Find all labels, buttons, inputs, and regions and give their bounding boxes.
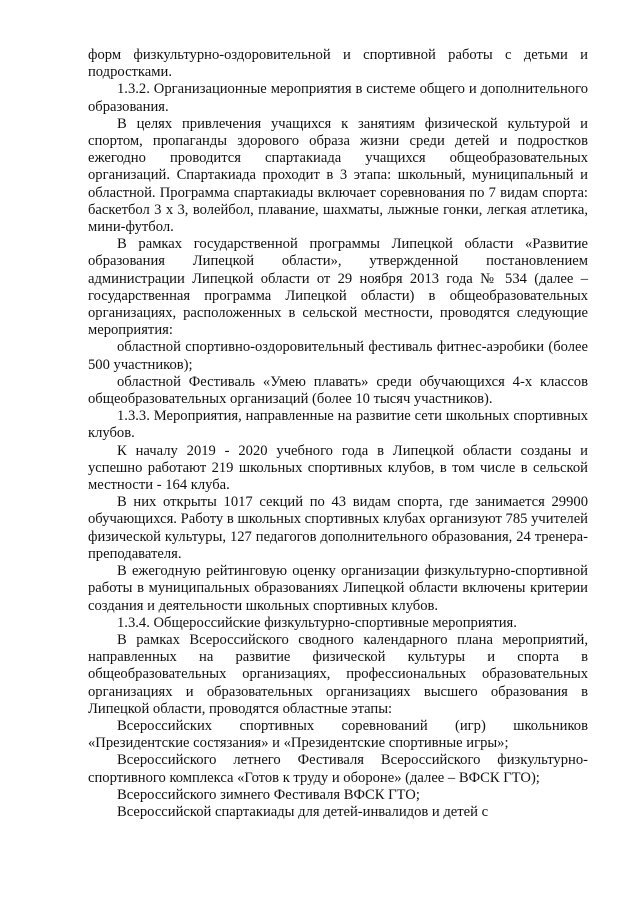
paragraph-school-clubs: К началу 2019 - 2020 учебного года в Липецкой области созданы и успешно работают 219 школьных спортивных клубов, в том числе в сельской местности - 164 клуба. (88, 442, 588, 494)
document-body (88, 47, 588, 821)
paragraph-rating: В ежегодную рейтинговую оценку организации физкультурно-спортивной работы в муниципальных образованиях Липецкой области включены критерии создания и деятельности школьных спортивных клубов. (88, 563, 588, 614)
section-heading-1-3-4: 1.3.4. Общероссийские физкультурно-спортивные мероприятия. (117, 614, 517, 631)
list-item-winter-gto: Всероссийского зимнего Фестиваля ВФСК ГТО; (117, 786, 420, 803)
paragraph-continuation: форм физкультурно-оздоровительной и спортивной работы с детьми и подростками. (88, 47, 588, 81)
list-item-summer-gto: Всероссийского летнего Фестиваля Всероссийского физкультурно-спортивного комплекса «Готов к труду и обороне» (далее – ВФСК ГТО); (88, 752, 588, 786)
section-heading-1-3-2: 1.3.2. Организационные мероприятия в системе общего и дополнительного образования. (88, 81, 588, 115)
paragraph-state-program: В рамках государственной программы Липецкой области «Развитие образования Липецкой области», утвержденной постановлением администрации Липецкой области от 29 ноября 2013 года № 534 (далее – государственная программа Липецкой области) в общеобразовательных организациях, расположенных в сельской местности, проводятся следующие мероприятия: (88, 236, 588, 339)
list-item-swimming-festival: областной Фестиваль «Умею плавать» среди обучающихся 4-х классов общеобразовательных организаций (более 10 тысяч участников). (88, 373, 588, 408)
paragraph-sections: В них открыты 1017 секций по 43 видам спорта, где занимается 29900 обучающихся. Работу в школьных спортивных клубах организуют 785 учителей физической культуры, 127 педагогов дополнительного образования, 24 тренера-преподавателя. (88, 494, 588, 562)
list-item-fitness-festival: областной спортивно-оздоровительный фестиваль фитнес-аэробики (более 500 участников); (88, 339, 588, 373)
list-item-presidential-games: Всероссийских спортивных соревнований (игр) школьников «Президентские состязания» и «Президентские спортивные игры»; (88, 717, 588, 752)
section-heading-1-3-3: 1.3.3. Мероприятия, направленные на развитие сети школьных спортивных клубов. (88, 408, 588, 442)
paragraph-spartakiada: В целях привлечения учащихся к занятиям физической культурой и спортом, пропаганды здорового образа жизни среди детей и подростков ежегодно проводится спартакиада учащихся общеобразовательных организаций. Спартакиада проходит в 3 этапа: школьный, муниципальный и областной. Программа спартакиады включает соревнования по 7 видам спорта: баскетбол 3 х 3, волейбол, плавание, шахматы, лыжные гонки, легкая атлетика, мини-футбол. (88, 115, 588, 236)
paragraph-calendar-plan: В рамках Всероссийского сводного календарного плана мероприятий, направленных на развитие физической культуры и спорта в общеобразовательных организациях, профессиональных образовательных организациях и образовательных организациях высшего образования в Липецкой области, проводятся областные этапы: (88, 631, 588, 717)
list-item-spartakiada-disabled: Всероссийской спартакиады для детей-инвалидов и детей с (117, 803, 489, 820)
